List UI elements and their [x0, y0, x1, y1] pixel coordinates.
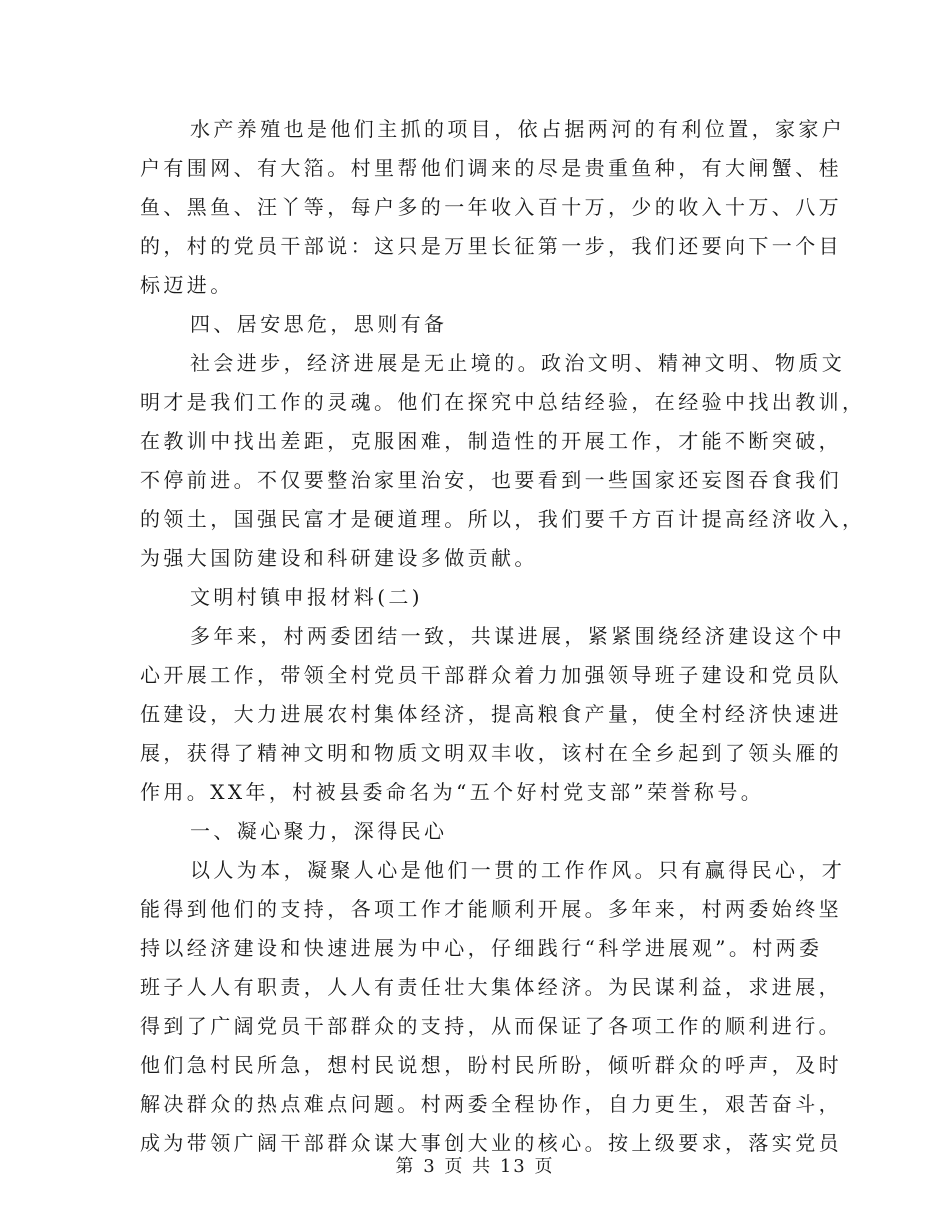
paragraph-line: 标迈进。	[140, 273, 234, 297]
paragraph-line: 成为带领广阔干部群众谋大事创大业的核心。按上级要求，落实党员	[140, 1131, 842, 1155]
paragraph-line: 多年来，村两委团结一致，共谋进展，紧紧围绕经济建设这个中	[190, 624, 846, 648]
paragraph-line: 的，村的党员干部说：这只是万里长征第一步，我们还要向下一个目	[140, 234, 842, 258]
paragraph-line: 他们急村民所急，想村民说想，盼村民所盼，倾听群众的呼声，及时	[140, 1053, 842, 1077]
paragraph-line: 展，获得了精神文明和物质文明双丰收，该村在全乡起到了领头雁的	[140, 741, 842, 765]
paragraph-line: 不停前进。不仅要整治家里治安，也要看到一些国家还妄图吞食我们	[140, 468, 842, 492]
paragraph-line: 解决群众的热点难点问题。村两委全程协作，自力更生，艰苦奋斗，	[140, 1092, 842, 1116]
paragraph-line: 以人为本，凝聚人心是他们一贯的工作作风。只有赢得民心，才	[190, 858, 846, 882]
paragraph-line: 社会进步，经济进展是无止境的。政治文明、精神文明、物质文	[190, 351, 846, 375]
paragraph-line: 得到了广阔党员干部群众的支持，从而保证了各项工作的顺利进行。	[140, 1014, 842, 1038]
paragraph-line: 明才是我们工作的灵魂。他们在探究中总结经验，在经验中找出教训，	[140, 390, 866, 414]
paragraph-line: 作用。XX年，村被县委命名为“五个好村党支部”荣誉称号。	[140, 780, 765, 804]
paragraph-line: 伍建设，大力进展农村集体经济，提高粮食产量，使全村经济快速进	[140, 702, 842, 726]
paragraph-line: 为强大国防建设和科研建设多做贡献。	[140, 546, 538, 570]
section-heading: 四、居安思危，思则有备	[190, 312, 448, 336]
paragraph-line: 心开展工作，带领全村党员干部群众着力加强领导班子建设和党员队	[140, 663, 842, 687]
paragraph-line: 能得到他们的支持，各项工作才能顺利开展。多年来，村两委始终坚	[140, 897, 842, 921]
paragraph-line: 水产养殖也是他们主抓的项目，依占据两河的有利位置，家家户	[190, 117, 846, 141]
document-title: 文明村镇申报材料(二)	[190, 585, 424, 609]
paragraph-line: 鱼、黑鱼、汪丫等，每户多的一年收入百十万，少的收入十万、八万	[140, 195, 842, 219]
paragraph-line: 在教训中找出差距，克服困难，制造性的开展工作，才能不断突破，	[140, 429, 842, 453]
paragraph-line: 户有围网、有大箔。村里帮他们调来的尽是贵重鱼种，有大闸蟹、桂	[140, 156, 842, 180]
page-number-footer: 第 3 页 共 13 页	[395, 1156, 555, 1177]
paragraph-line: 持以经济建设和快速进展为中心，仔细践行“科学进展观”。村两委	[140, 936, 823, 960]
paragraph-line: 的领土，国强民富才是硬道理。所以，我们要千方百计提高经济收入，	[140, 507, 866, 531]
section-heading: 一、凝心聚力，深得民心	[190, 819, 448, 843]
paragraph-line: 班子人人有职责，人人有责任壮大集体经济。为民谋利益，求进展，	[140, 975, 842, 999]
